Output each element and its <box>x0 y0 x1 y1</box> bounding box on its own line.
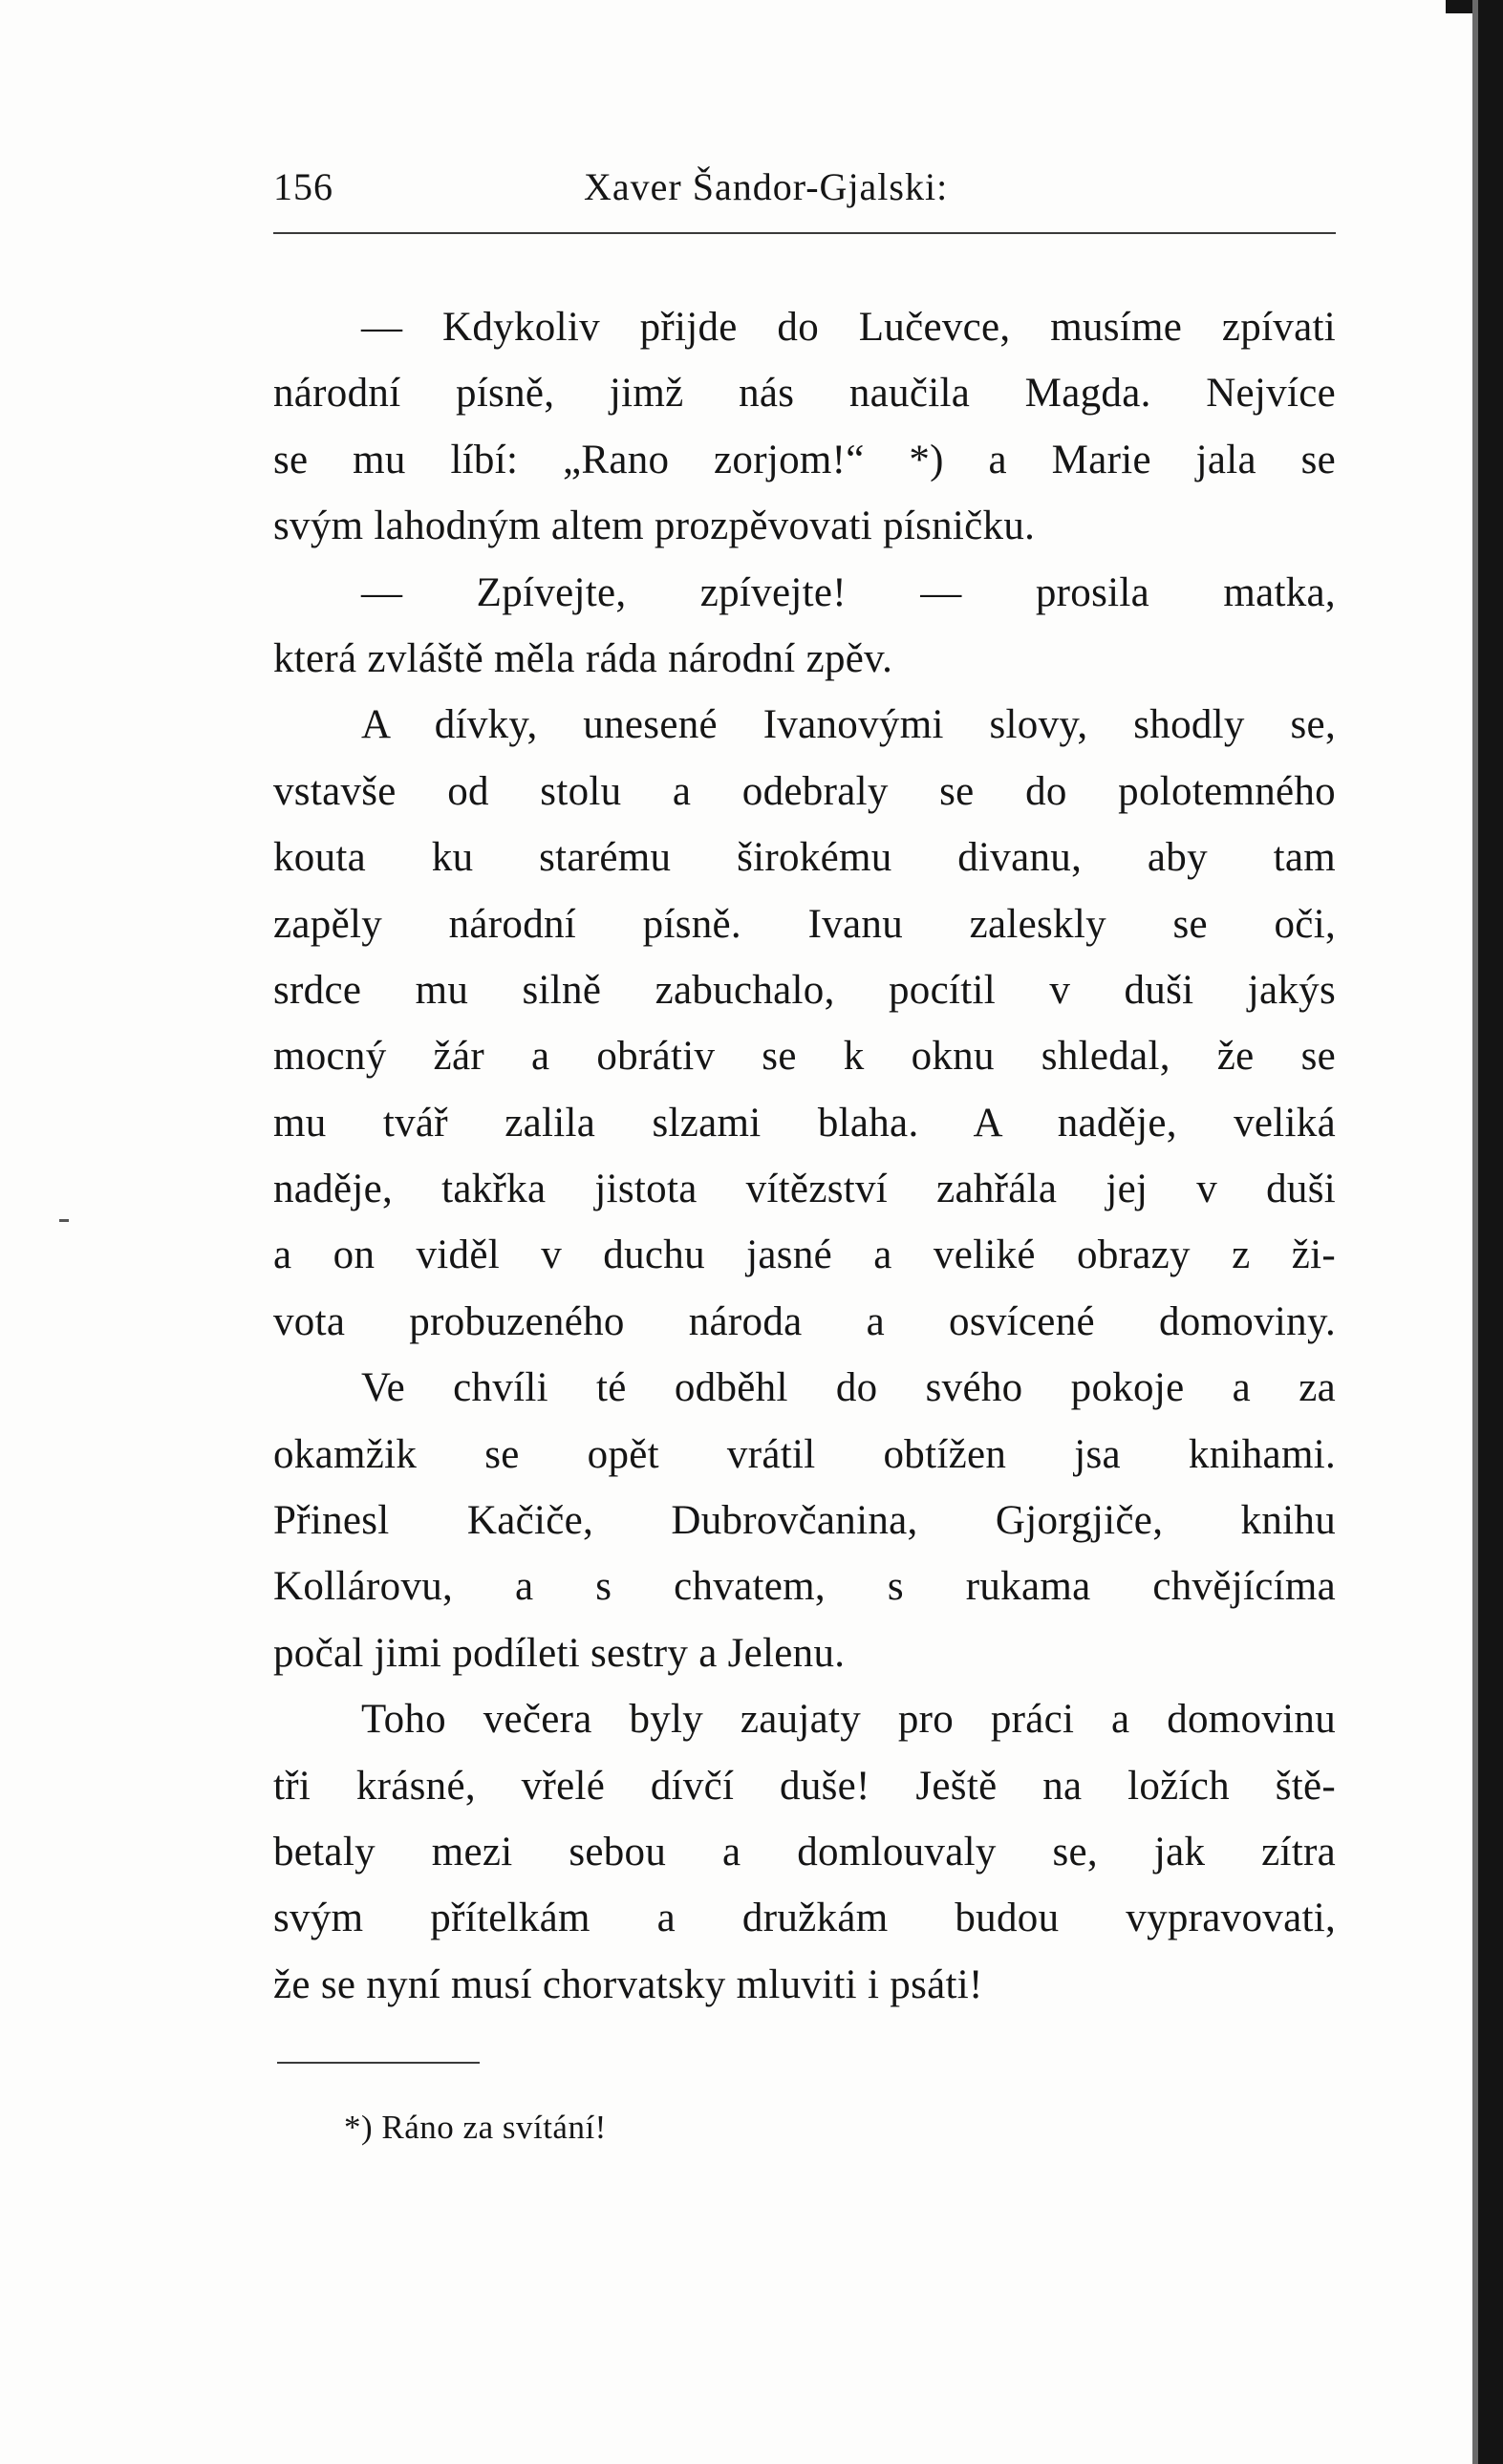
text-line: Ve chvíli té odběhl do svého pokoje a za <box>361 1365 1336 1411</box>
text-line: a on viděl v duchu jasné a veliké obrazy z ži- <box>273 1232 1336 1278</box>
scan-speck <box>59 1219 69 1222</box>
text-line: A dívky, unesené Ivanovými slovy, shodly se, <box>361 702 1336 748</box>
text-line: svým lahodným altem prozpěvovati písničku. <box>273 504 1036 549</box>
body-text <box>273 294 1336 2018</box>
text-line: srdce mu silně zabuchalo, pocítil v duši jakýs <box>273 967 1336 1013</box>
header-rule <box>273 232 1336 234</box>
text-line: naděje, takřka jistota vítězství zahřála jej v duši <box>273 1167 1336 1212</box>
footnote-rule <box>277 2062 480 2064</box>
text-line: betaly mezi sebou a domlouvaly se, jak zítra <box>273 1829 1336 1875</box>
text-line: mu tvář zalila slzami blaha. A naděje, veliká <box>273 1100 1336 1146</box>
text-line: která zvláště měla ráda národní zpěv. <box>273 635 893 681</box>
text-line: — Kdykoliv přijde do Lučevce, musíme zpívati <box>361 305 1336 350</box>
text-line: Kollárovu, a s chvatem, s rukama chvějícíma <box>273 1564 1336 1610</box>
running-head: Xaver Šandor-Gjalski: <box>584 165 949 208</box>
text-line: mocný žár a obrátiv se k oknu shledal, že se <box>273 1034 1336 1080</box>
text-line: — Zpívejte, zpívejte! — prosila matka, <box>361 569 1336 615</box>
text-line: Přinesl Kačiče, Dubrovčanina, Gjorgjiče, knihu <box>273 1498 1336 1544</box>
text-line: vstavše od stolu a odebraly se do polotemného <box>273 768 1336 814</box>
text-line: že se nyní musí chorvatsky mluviti i psáti! <box>273 1961 983 2007</box>
scan-edge-right <box>1478 0 1503 2464</box>
text-line: kouta ku starému širokému divanu, aby tam <box>273 835 1336 881</box>
text-line: okamžik se opět vrátil obtížen jsa knihami. <box>273 1431 1336 1477</box>
text-line: Toho večera byly zaujaty pro práci a domovinu <box>361 1697 1336 1743</box>
text-line: se mu líbí: „Rano zorjom!“ *) a Marie jala se <box>273 437 1336 482</box>
text-line: vota probuzeného národa a osvícené domoviny. <box>273 1298 1336 1344</box>
text-line: svým přítelkám a družkám budou vypravovati, <box>273 1896 1336 1941</box>
footnote: *) Ráno za svítání! <box>344 2109 607 2146</box>
text-line: národní písně, jimž nás naučila Magda. Nejvíce <box>273 371 1336 417</box>
page-number: 156 <box>273 165 333 208</box>
page-header <box>273 164 1336 222</box>
text-line: zapěly národní písně. Ivanu zaleskly se oči, <box>273 901 1336 947</box>
text-line: počal jimi podíleti sestry a Jelenu. <box>273 1630 846 1676</box>
text-line: tři krásné, vřelé dívčí duše! Ještě na ložích ště- <box>273 1763 1336 1809</box>
